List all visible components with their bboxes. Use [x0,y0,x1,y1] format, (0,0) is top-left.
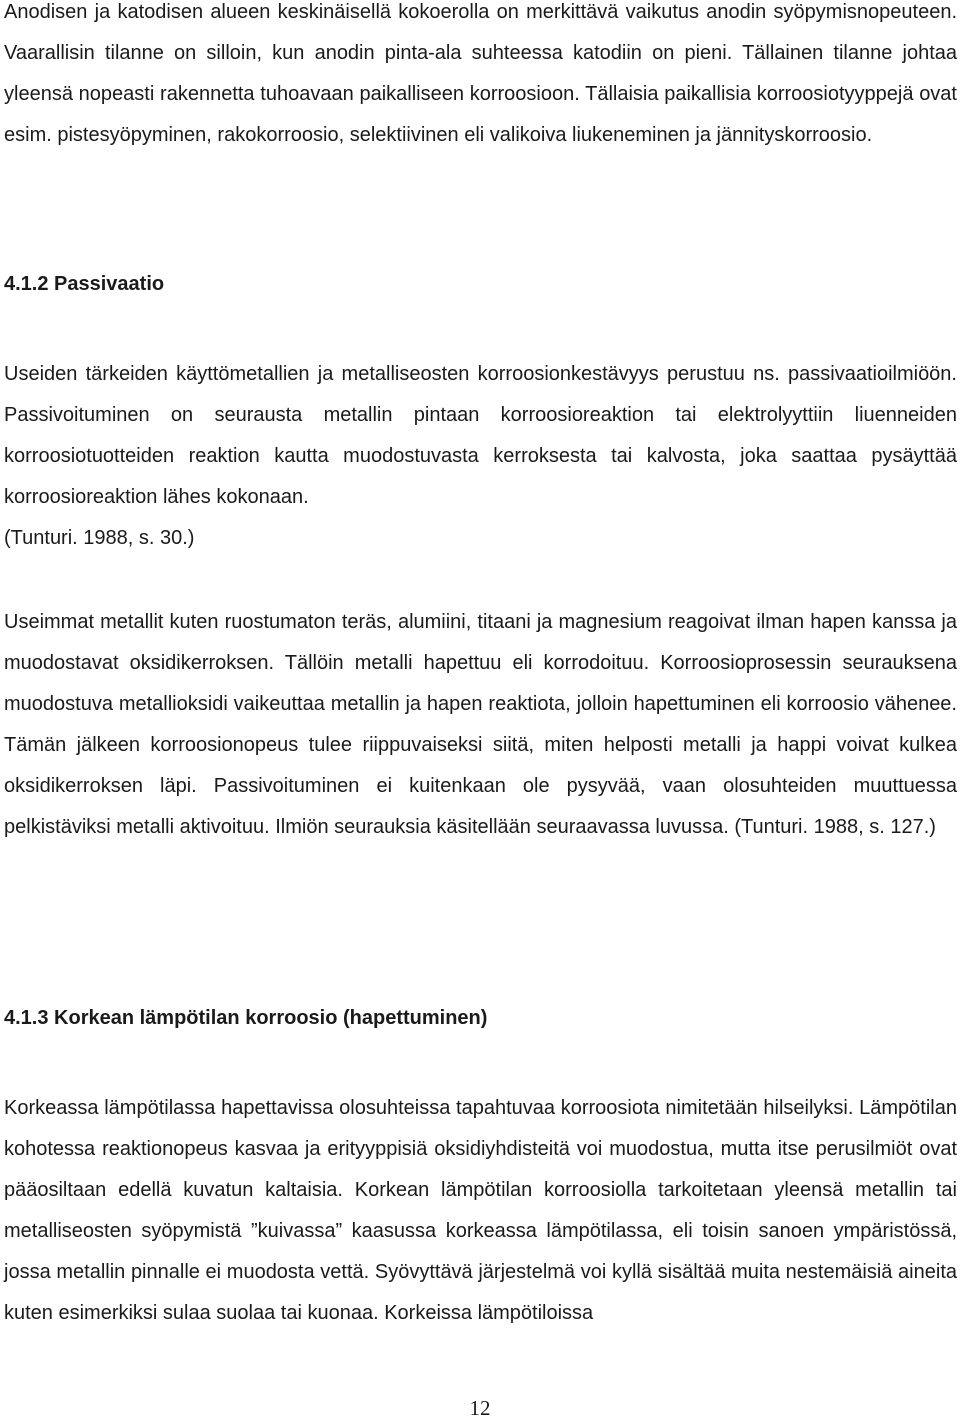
paragraph-high-temperature: Korkeassa lämpötilassa hapettavissa olosuhteissa tapahtuvaa korroosiota nimitetään hilseilyksi. Lämpötilan kohotessa reaktionopeus kasvaa ja erityyppisiä oksidiyhdisteitä voi muodostua, mutta itse perusilmiöt ovat pääosiltaan edellä kuvatun kaltaisia. Korkean lämpötilan korroosiolla tarkoitetaan yleensä metallin tai metalliseosten syöpymistä ”kuivassa” kaasussa korkeassa lämpötilassa, eli toisin sanoen ympäristössä, jossa metallin pinnalle ei muodosta vettä. Syövyttävä järjestelmä voi kyllä sisältää muita nestemäisiä aineita kuten esimerkiksi sulaa suolaa tai kuonaa. Korkeissa lämpötiloissa [4,1097,957,1324]
paragraph-passivation-2: Useimmat metallit kuten ruostumaton teräs, alumiini, titaani ja magnesium reagoivat ilman hapen kanssa ja muodostavat oksidikerroksen. Tällöin metalli hapettuu eli korrodoituu. Korroosioprosessin seurauksena muodostuva metallioksidi vaikeuttaa metallin ja hapen reaktiota, jolloin hapettuminen eli korroosio vähenee. Tämän jälkeen korroosionopeus tulee riippuvaiseksi siitä, miten helposti metalli ja happi voivat kulkea oksidikerroksen läpi. Passivoituminen ei kuitenkaan ole pysyvää, vaan olosuhteiden muuttuessa pelkistäviksi metalli aktivoituu. Ilmiön seurauksia käsitellään seuraavassa luvussa. (Tunturi. 1988, s. 127.) [4,611,957,838]
paragraph-intro: Anodisen ja katodisen alueen keskinäisellä kokoerolla on merkittävä vaikutus anodin syöpymisnopeuteen. Vaarallisin tilanne on silloin, kun anodin pinta-ala suhteessa katodiin on pieni. Tällainen tilanne johtaa yleensä nopeasti rakennetta tuhoavaan paikalliseen korroosioon. Tällaisia paikallisia korroosiotyyppejä ovat esim. pistesyöpyminen, rakokorroosio, selektiivinen eli valikoiva liukeneminen ja jännityskorroosio. [4,1,957,146]
citation-tunturi-30: (Tunturi. 1988, s. 30.) [4,527,195,549]
section-heading-passivaatio: 4.1.2 Passivaatio [4,273,165,295]
page-number: 12 [469,1396,491,1420]
paragraph-passivation-1 [4,354,957,559]
section-heading-korkean-lampotilan-korroosio: 4.1.3 Korkean lämpötilan korroosio (hapettuminen) [4,1007,488,1029]
paragraph-passivation-1-text: Useiden tärkeiden käyttömetallien ja metalliseosten korroosionkestävyys perustuu ns. passivaatioilmiöön. Passivoituminen on seurausta metallin pintaan korroosioreaktion tai elektrolyyttiin liuenneiden korroosiotuotteiden reaktion kautta muodostuvasta kerroksesta tai kalvosta, joka saattaa pysäyttää korroosioreaktion lähes kokonaan. [4,363,957,508]
